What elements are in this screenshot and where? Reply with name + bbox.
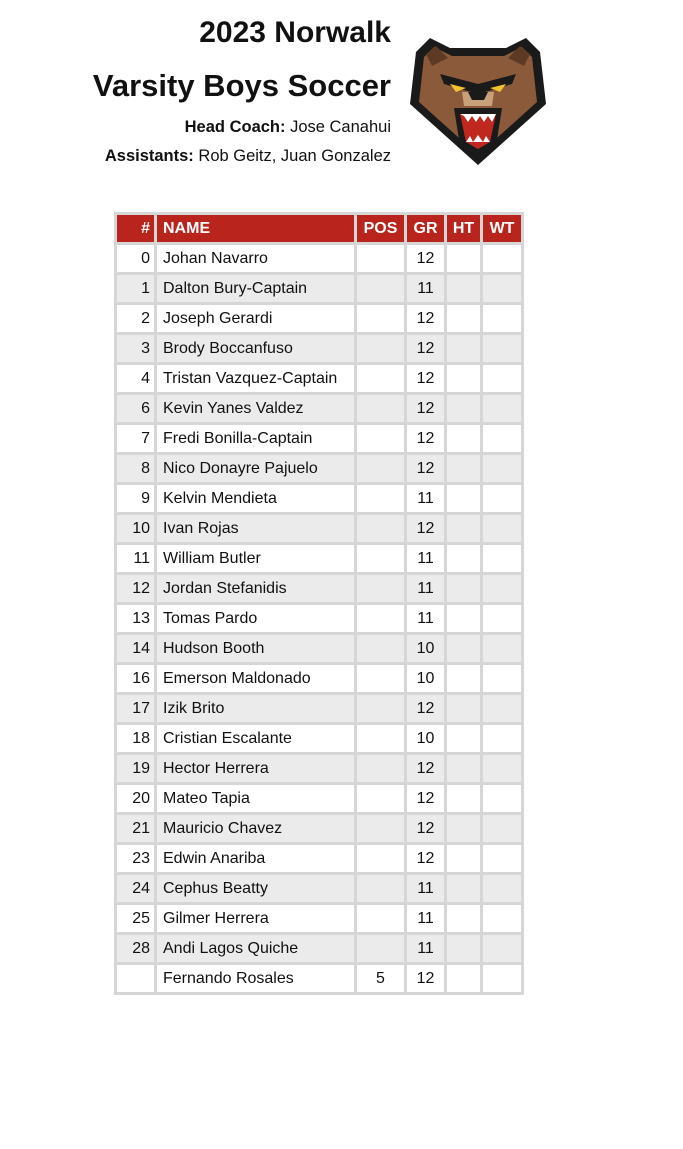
player-height — [446, 724, 482, 754]
player-height — [446, 844, 482, 874]
player-position — [356, 484, 406, 514]
page-title: 2023 Norwalk — [199, 16, 391, 49]
table-row — [116, 394, 523, 424]
assistants-names: Rob Geitz, Juan Gonzalez — [193, 147, 391, 165]
player-height — [446, 694, 482, 724]
player-name: Joseph Gerardi — [156, 304, 356, 334]
head-coach-line — [93, 117, 391, 138]
player-name: Kelvin Mendieta — [156, 484, 356, 514]
player-position — [356, 424, 406, 454]
player-grade: 12 — [406, 514, 446, 544]
player-grade: 11 — [406, 484, 446, 514]
player-name: Brody Boccanfuso — [156, 334, 356, 364]
player-position — [356, 544, 406, 574]
player-grade: 12 — [406, 754, 446, 784]
column-header-grade: GR — [406, 214, 446, 244]
player-height — [446, 784, 482, 814]
player-weight — [482, 604, 523, 634]
player-weight — [482, 424, 523, 454]
column-header-position: POS — [356, 214, 406, 244]
table-row — [116, 334, 523, 364]
player-position — [356, 904, 406, 934]
column-header-height: HT — [446, 214, 482, 244]
head-coach-name: Jose Canahui — [285, 118, 391, 136]
player-grade: 12 — [406, 844, 446, 874]
table-row — [116, 454, 523, 484]
column-header-weight: WT — [482, 214, 523, 244]
player-height — [446, 394, 482, 424]
player-number: 14 — [116, 634, 156, 664]
player-position: 5 — [356, 964, 406, 994]
table-row — [116, 634, 523, 664]
player-grade: 12 — [406, 244, 446, 274]
player-weight — [482, 334, 523, 364]
table-row — [116, 844, 523, 874]
player-number: 10 — [116, 514, 156, 544]
player-weight — [482, 574, 523, 604]
player-weight — [482, 304, 523, 334]
table-row — [116, 874, 523, 904]
table-row — [116, 694, 523, 724]
player-position — [356, 694, 406, 724]
player-weight — [482, 814, 523, 844]
table-row — [116, 574, 523, 604]
table-row — [116, 274, 523, 304]
player-weight — [482, 484, 523, 514]
player-grade: 11 — [406, 544, 446, 574]
player-height — [446, 904, 482, 934]
player-grade: 12 — [406, 454, 446, 484]
player-height — [446, 664, 482, 694]
player-grade: 12 — [406, 964, 446, 994]
player-height — [446, 334, 482, 364]
player-grade: 12 — [406, 334, 446, 364]
player-height — [446, 304, 482, 334]
player-position — [356, 874, 406, 904]
player-height — [446, 604, 482, 634]
player-number: 0 — [116, 244, 156, 274]
player-number: 13 — [116, 604, 156, 634]
player-name: Nico Donayre Pajuelo — [156, 454, 356, 484]
player-grade: 10 — [406, 664, 446, 694]
table-row — [116, 424, 523, 454]
player-position — [356, 304, 406, 334]
player-number: 12 — [116, 574, 156, 604]
player-height — [446, 274, 482, 304]
player-position — [356, 364, 406, 394]
player-number: 19 — [116, 754, 156, 784]
player-number: 2 — [116, 304, 156, 334]
player-position — [356, 334, 406, 364]
player-name: Fredi Bonilla-Captain — [156, 424, 356, 454]
head-coach-label: Head Coach: — [184, 118, 286, 136]
player-number: 20 — [116, 784, 156, 814]
player-number: 1 — [116, 274, 156, 304]
player-number: 7 — [116, 424, 156, 454]
player-number: 24 — [116, 874, 156, 904]
page-header — [93, 14, 391, 167]
player-weight — [482, 844, 523, 874]
player-name: Andi Lagos Quiche — [156, 934, 356, 964]
player-weight — [482, 394, 523, 424]
player-grade: 11 — [406, 604, 446, 634]
player-name: Emerson Maldonado — [156, 664, 356, 694]
player-number: 6 — [116, 394, 156, 424]
player-number: 23 — [116, 844, 156, 874]
player-weight — [482, 694, 523, 724]
player-position — [356, 754, 406, 784]
table-row — [116, 244, 523, 274]
player-position — [356, 274, 406, 304]
player-weight — [482, 514, 523, 544]
player-name: Hudson Booth — [156, 634, 356, 664]
player-position — [356, 784, 406, 814]
table-row — [116, 544, 523, 574]
player-weight — [482, 454, 523, 484]
player-height — [446, 424, 482, 454]
player-weight — [482, 934, 523, 964]
player-height — [446, 964, 482, 994]
assistants-label: Assistants: — [104, 147, 194, 165]
player-grade: 12 — [406, 304, 446, 334]
player-number: 4 — [116, 364, 156, 394]
column-header-name: NAME — [156, 214, 356, 244]
player-grade: 11 — [406, 934, 446, 964]
player-position — [356, 634, 406, 664]
player-height — [446, 544, 482, 574]
table-row — [116, 754, 523, 784]
player-name: William Butler — [156, 544, 356, 574]
player-number: 3 — [116, 334, 156, 364]
player-position — [356, 514, 406, 544]
player-weight — [482, 634, 523, 664]
table-row — [116, 484, 523, 514]
player-name: Ivan Rojas — [156, 514, 356, 544]
assistants-line — [93, 146, 391, 167]
table-row — [116, 784, 523, 814]
player-name: Cephus Beatty — [156, 874, 356, 904]
player-position — [356, 574, 406, 604]
player-weight — [482, 364, 523, 394]
table-row — [116, 964, 523, 994]
table-row — [116, 934, 523, 964]
table-row — [116, 604, 523, 634]
player-grade: 11 — [406, 574, 446, 604]
player-grade: 11 — [406, 274, 446, 304]
table-row — [116, 814, 523, 844]
player-position — [356, 844, 406, 874]
player-name: Edwin Anariba — [156, 844, 356, 874]
player-height — [446, 364, 482, 394]
player-name: Kevin Yanes Valdez — [156, 394, 356, 424]
player-weight — [482, 874, 523, 904]
player-grade: 12 — [406, 364, 446, 394]
player-number: 17 — [116, 694, 156, 724]
table-row — [116, 304, 523, 334]
player-name: Dalton Bury-Captain — [156, 274, 356, 304]
player-grade: 11 — [406, 904, 446, 934]
player-height — [446, 634, 482, 664]
player-number: 21 — [116, 814, 156, 844]
player-position — [356, 664, 406, 694]
player-name: Gilmer Herrera — [156, 904, 356, 934]
player-name: Tomas Pardo — [156, 604, 356, 634]
player-weight — [482, 784, 523, 814]
player-number: 8 — [116, 454, 156, 484]
player-grade: 10 — [406, 634, 446, 664]
player-weight — [482, 904, 523, 934]
player-height — [446, 934, 482, 964]
player-grade: 10 — [406, 724, 446, 754]
player-weight — [482, 544, 523, 574]
player-weight — [482, 754, 523, 784]
column-header-number: # — [116, 214, 156, 244]
player-number: 18 — [116, 724, 156, 754]
player-number: 25 — [116, 904, 156, 934]
player-number: 9 — [116, 484, 156, 514]
table-row — [116, 514, 523, 544]
player-height — [446, 514, 482, 544]
player-position — [356, 934, 406, 964]
table-header-row — [116, 214, 523, 244]
player-position — [356, 454, 406, 484]
player-height — [446, 244, 482, 274]
table-row — [116, 904, 523, 934]
player-position — [356, 724, 406, 754]
player-height — [446, 484, 482, 514]
player-name: Izik Brito — [156, 694, 356, 724]
player-position — [356, 604, 406, 634]
player-grade: 12 — [406, 394, 446, 424]
player-height — [446, 814, 482, 844]
player-grade: 12 — [406, 784, 446, 814]
table-row — [116, 364, 523, 394]
player-name: Mateo Tapia — [156, 784, 356, 814]
player-height — [446, 454, 482, 484]
player-weight — [482, 964, 523, 994]
player-height — [446, 754, 482, 784]
roster-body — [116, 244, 523, 994]
player-name: Jordan Stefanidis — [156, 574, 356, 604]
player-name: Cristian Escalante — [156, 724, 356, 754]
player-number: 28 — [116, 934, 156, 964]
player-position — [356, 814, 406, 844]
player-height — [446, 874, 482, 904]
player-name: Fernando Rosales — [156, 964, 356, 994]
player-height — [446, 574, 482, 604]
player-weight — [482, 244, 523, 274]
page-subtitle: Varsity Boys Soccer — [92, 68, 391, 103]
player-name: Johan Navarro — [156, 244, 356, 274]
player-name: Tristan Vazquez-Captain — [156, 364, 356, 394]
player-name: Hector Herrera — [156, 754, 356, 784]
player-weight — [482, 664, 523, 694]
table-row — [116, 664, 523, 694]
bear-head-logo — [408, 32, 548, 167]
roster-table — [114, 212, 524, 995]
table-row — [116, 724, 523, 754]
player-weight — [482, 274, 523, 304]
player-grade: 12 — [406, 694, 446, 724]
player-grade: 11 — [406, 874, 446, 904]
player-name: Mauricio Chavez — [156, 814, 356, 844]
player-number: 11 — [116, 544, 156, 574]
player-weight — [482, 724, 523, 754]
player-position — [356, 394, 406, 424]
player-number: 16 — [116, 664, 156, 694]
player-position — [356, 244, 406, 274]
player-grade: 12 — [406, 814, 446, 844]
player-grade: 12 — [406, 424, 446, 454]
player-number — [116, 964, 156, 994]
